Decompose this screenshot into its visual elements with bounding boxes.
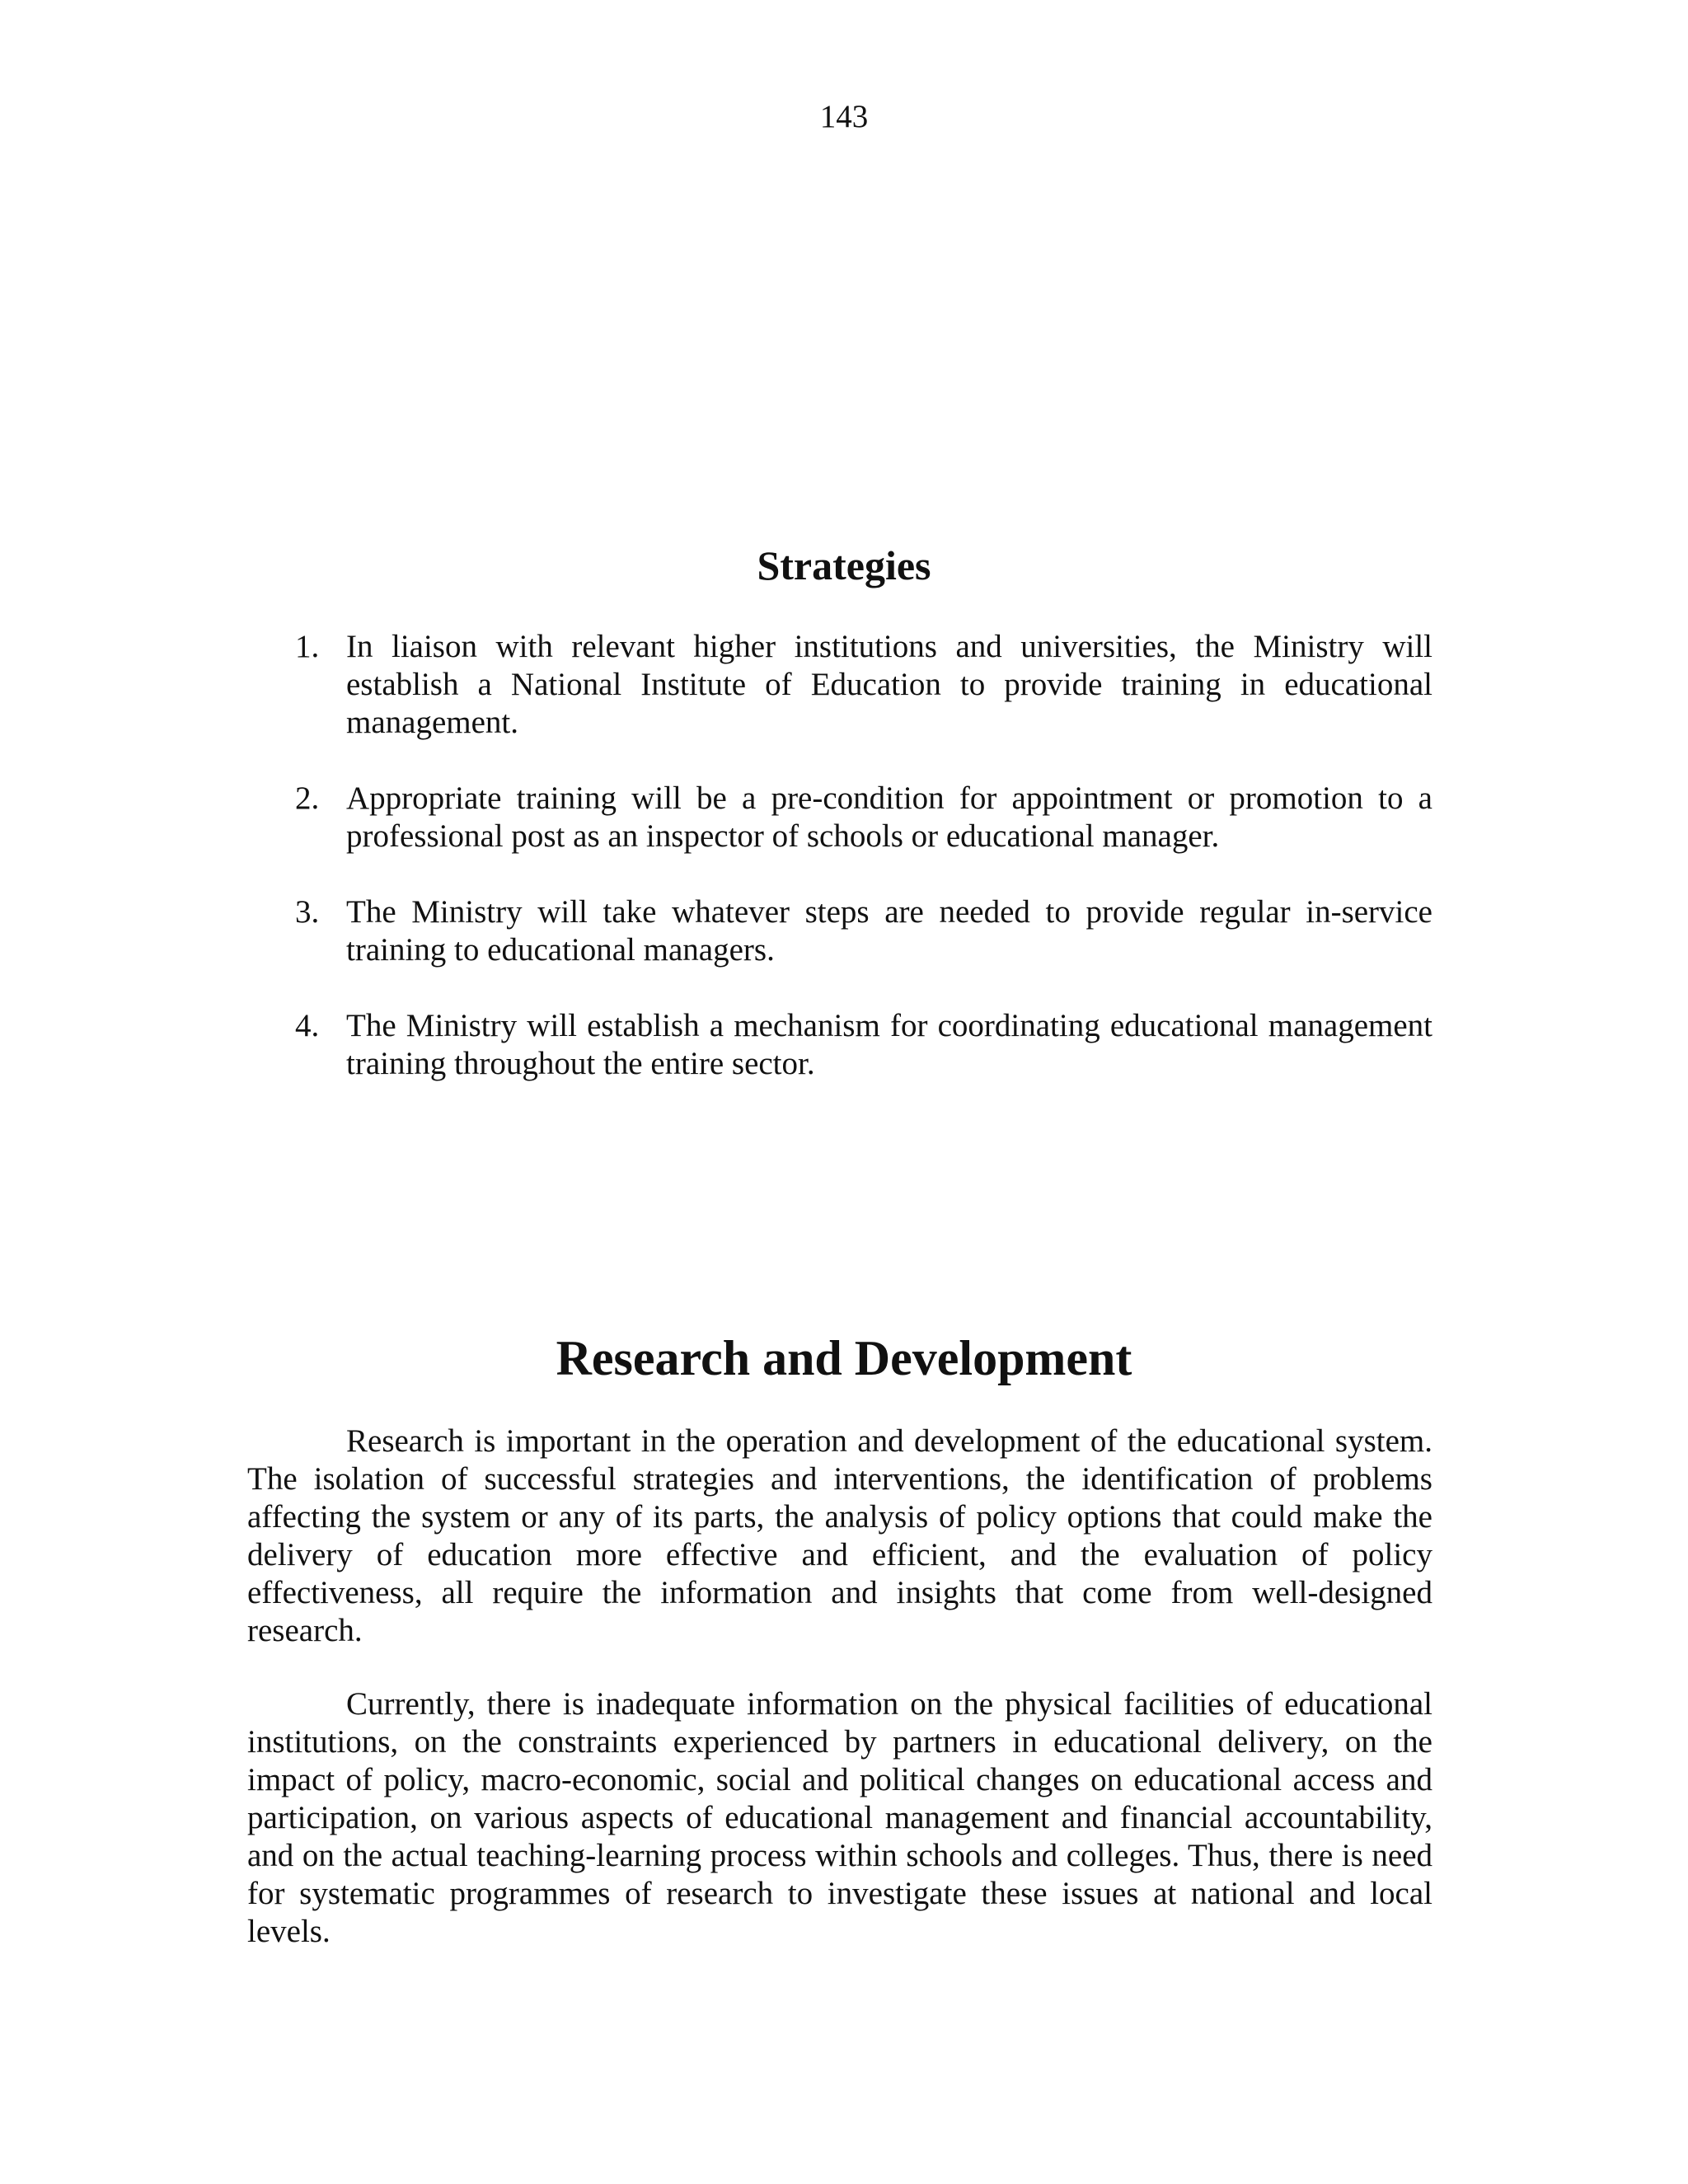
research-paragraph-2: Currently, there is inadequate information on the physical facilities of educational institutions, on the constraints experienced by partners in educational delivery, on the impact of policy, macro-economic, social and political changes on educational access and participation, on various aspects of educational management and financial accountability, and on the actual teaching-learning process within schools and colleges. Thus, there is need for systematic programmes of research to investigate these issues at national and local levels. — [247, 1686, 1432, 1949]
strategy-number-3: 3. — [295, 894, 320, 930]
page-number: 143 — [819, 99, 869, 134]
research-development-heading: Research and Development — [556, 1331, 1132, 1385]
strategy-item-4 — [295, 1007, 1432, 1083]
strategy-text-2: Appropriate training will be a pre-condition for appointment or promotion to a professional post as an inspector of schools or educational manager. — [346, 780, 1432, 854]
strategy-number-4: 4. — [295, 1008, 320, 1043]
strategy-number-2: 2. — [295, 780, 320, 816]
research-paragraph-1: Research is important in the operation and development of the educational system. The isolation of successful strategies and interventions, the identification of problems affecting the system or any of its parts, the analysis of policy options that could make the delivery of education more effective and efficient, and the evaluation of policy effectiveness, all require the information and insights that come from well-designed research. — [247, 1423, 1432, 1648]
strategies-heading: Strategies — [757, 542, 931, 588]
strategy-item-3 — [295, 893, 1432, 969]
strategy-text-4: The Ministry will establish a mechanism for coordinating educational management training throughout the entire sector. — [346, 1008, 1432, 1081]
strategy-text-3: The Ministry will take whatever steps are needed to provide regular in-service training to educational managers. — [346, 894, 1432, 968]
strategy-number-1: 1. — [295, 629, 320, 664]
strategy-item-1 — [295, 628, 1432, 742]
strategy-item-2 — [295, 780, 1432, 855]
strategy-text-1: In liaison with relevant higher institutions and universities, the Ministry will establish a National Institute of Education to provide training in educational management. — [346, 629, 1432, 740]
strategies-list — [295, 628, 1432, 1121]
